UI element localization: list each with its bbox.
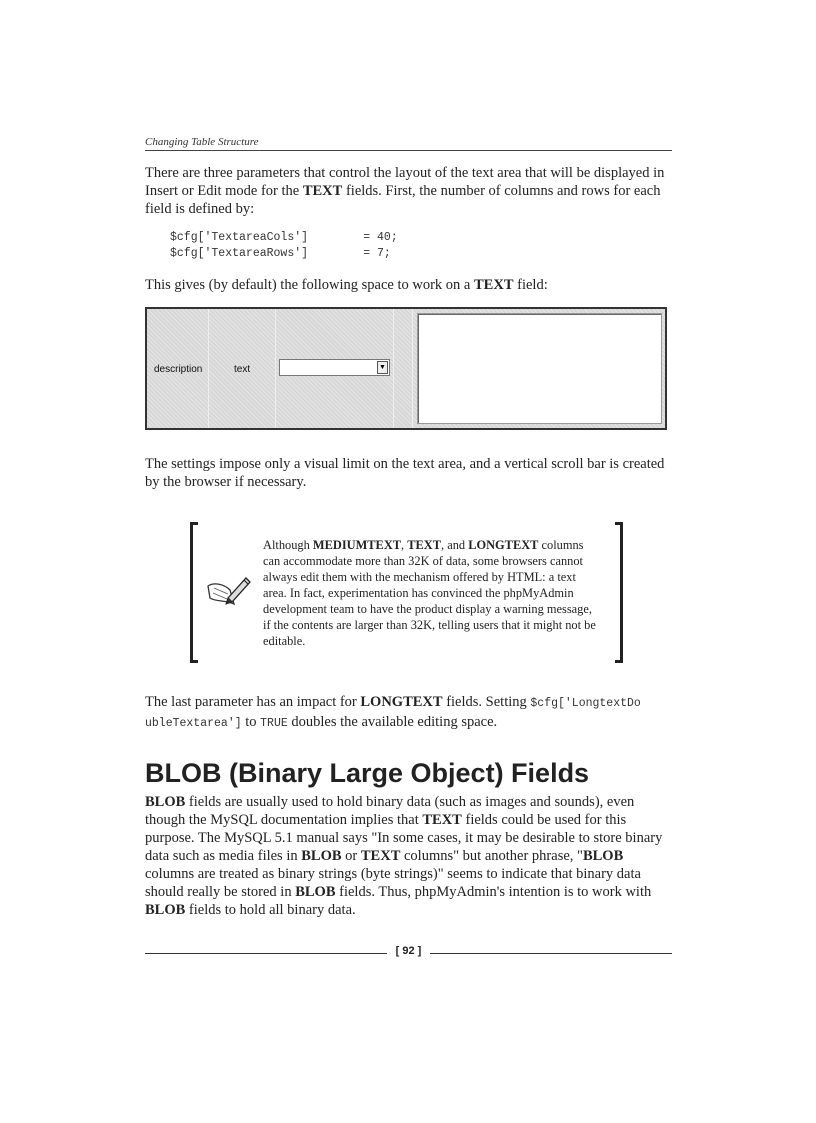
code-line: $cfg['TextareaRows'] = 7;	[170, 247, 391, 260]
note-bracket-left	[190, 522, 198, 663]
longtext-paragraph: The last parameter has an impact for LONGTEXT fields. Setting $cfg['LongtextDo ubleTextarea'] to TRUE doubles the available editing space.	[145, 694, 641, 730]
blob-paragraph: BLOB fields are usually used to hold binary data (such as images and sounds), even though the MySQL documentation implies that TEXT fields could be used for this purpose. The MySQL 5.1 manual says "In some cases, it may be desirable to store binary data such as media files in BLOB or TEXT columns" but another phrase, "BLOB columns are treated as binary strings (byte strings)" seems to indicate that binary data should really be stored in BLOB fields. Thus, phpMyAdmin's intention is to work with BLOB fields to hold all binary data.	[145, 794, 663, 918]
function-select[interactable]	[279, 359, 390, 376]
note-bracket-right	[615, 522, 623, 663]
page-number: [ 92 ]	[145, 945, 672, 957]
settings-paragraph: The settings impose only a visual limit on the text area, and a vertical scroll bar is created by the browser if necessary.	[145, 456, 665, 490]
textarea-screenshot-figure	[145, 307, 667, 430]
section-heading: BLOB (Binary Large Object) Fields	[145, 758, 590, 788]
text-value-textarea[interactable]	[417, 313, 662, 424]
figure-intro-paragraph: This gives (by default) the following space to work on a TEXT field:	[145, 277, 548, 293]
field-name-label: description	[154, 364, 203, 375]
intro-paragraph: There are three parameters that control the layout of the text area that will be displayed in Insert or Edit mode for the TEXT fields. First, the number of columns and rows for each field is defined by:	[145, 165, 665, 217]
config-code-block	[170, 230, 398, 262]
chevron-down-icon[interactable]: ▼	[377, 361, 388, 374]
page-footer	[145, 945, 672, 961]
field-type-label: text	[234, 364, 251, 375]
figure-column	[394, 309, 413, 428]
running-head: Changing Table Structure	[145, 136, 672, 151]
note-text: Although MEDIUMTEXT, TEXT, and LONGTEXT columns can accommodate more than 32K of data, some browsers cannot always edit them with the mechanism offered by HTML: a text area. In fact, experimentation has convinced the phpMyAdmin development team to have the product display a warning message, if the contents are larger than 32K, telling users that it might not be editable.	[263, 538, 596, 648]
code-line: $cfg['TextareaCols'] = 40;	[170, 231, 398, 244]
pencil-note-icon	[204, 572, 252, 612]
